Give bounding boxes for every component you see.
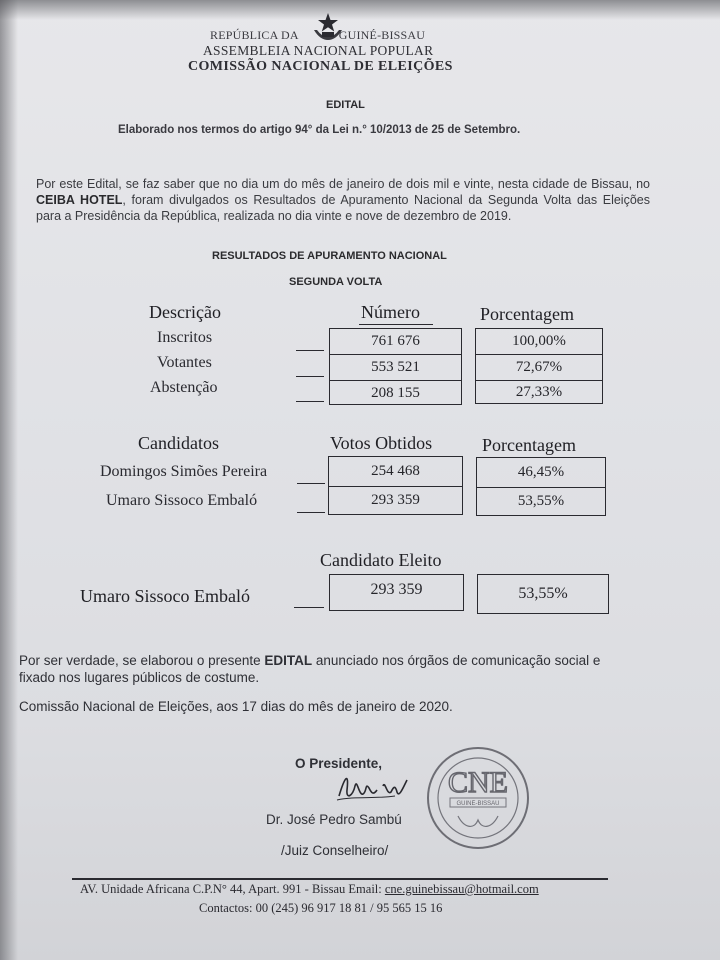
- table1-header-number: Número: [361, 302, 420, 322]
- header-assembly: ASSEMBLEIA NACIONAL POPULAR: [203, 43, 434, 58]
- table2-votes-box: [328, 456, 463, 515]
- candidate-name: Umaro Sissoco Embaló: [106, 492, 258, 509]
- dash-line: [296, 401, 324, 402]
- row-label-registered: Inscritos: [157, 329, 213, 346]
- table1-percent-box: [475, 328, 603, 404]
- dash-line: [297, 512, 325, 513]
- candidate-name: Domingos Simões Pereira: [100, 463, 268, 480]
- header-commission: COMISSÃO NACIONAL DE ELEIÇÕES: [188, 59, 453, 74]
- table2-header-percent: Porcentagem: [482, 435, 576, 455]
- dash-line: [296, 376, 324, 377]
- page-shadow-left: [0, 0, 18, 960]
- table2-percent-box: [476, 457, 606, 516]
- table1-header-percent: Porcentagem: [480, 304, 574, 324]
- closing-text-2: anunciado nos órgãos de comunicação social e: [312, 653, 601, 668]
- results-title: RESULTADOS DE APURAMENTO NACIONAL: [212, 250, 447, 262]
- elected-votes-box: 293 359: [329, 574, 464, 611]
- votes-cell: 254 468: [329, 457, 462, 487]
- percent-cell: 100,00%: [476, 329, 602, 355]
- number-cell: 761 676: [330, 329, 461, 355]
- elected-percent-box: 53,55%: [477, 574, 609, 614]
- intro-venue: CEIBA HOTEL: [36, 193, 123, 207]
- header-republic-left: REPÚBLICA DA: [210, 28, 299, 42]
- dash-line: [297, 483, 325, 484]
- page-shadow-top: [0, 0, 720, 20]
- table2-header-votes: Votos Obtidos: [330, 433, 433, 453]
- place-date: Comissão Nacional de Eleições, aos 17 dias do mês de janeiro de 2020.: [19, 699, 453, 714]
- row-label-voters: Votantes: [157, 354, 212, 371]
- legal-reference: Elaborado nos termos do artigo 94° da Lei n.° 10/2013 de 25 de Setembro.: [118, 124, 521, 136]
- closing-edital: EDITAL: [264, 653, 313, 668]
- votes-cell: 293 359: [371, 492, 420, 508]
- signatory-name: Dr. José Pedro Sambú: [266, 812, 402, 827]
- intro-text-1: Por este Edital, se faz saber que no dia um do mês de janeiro de dois mil e vinte, nesta cidade de Bissau, no: [36, 177, 650, 191]
- edital-title: EDITAL: [326, 99, 365, 111]
- number-cell: 208 155: [371, 385, 420, 401]
- national-emblem-icon: [312, 12, 344, 42]
- table1-header-number-underline: [359, 324, 433, 325]
- header-republic-right: GUINÉ-BISSAU: [338, 28, 426, 42]
- closing-text-1: Por ser verdade, se elaborou o presente: [19, 653, 265, 668]
- row-label-abstention: Abstenção: [150, 379, 218, 396]
- table1-header-description: Descrição: [149, 302, 221, 322]
- percent-cell: 72,67%: [476, 355, 602, 381]
- intro-text-2: , foram divulgados os Resultados de Apuramento Nacional da Segunda Volta das Eleições para a Presidência da República, realizada no dia vinte e nove de dezembro de 2019.: [36, 193, 650, 223]
- percent-cell: 53,55%: [517, 493, 565, 509]
- cne-stamp: [424, 744, 532, 852]
- elected-name: Umaro Sissoco Embaló: [80, 586, 250, 606]
- footer-email-link[interactable]: cne.guinebissau@hotmail.com: [384, 882, 539, 896]
- footer-address-text: AV. Unidade Africana C.P.N° 44, Apart. 991 - Bissau Email:: [80, 882, 385, 896]
- stamp-inner-text: GUINÉ-BISSAU: [456, 801, 500, 807]
- closing-line1: [19, 653, 600, 668]
- percent-cell: 27,33%: [515, 384, 563, 400]
- handwritten-signature: [335, 766, 415, 808]
- table1-number-box: [329, 328, 462, 405]
- elected-header: Candidato Eleito: [320, 550, 442, 570]
- dash-line: [296, 350, 324, 351]
- table2-header-candidates: Candidatos: [138, 433, 219, 453]
- round-title: SEGUNDA VOLTA: [289, 276, 383, 288]
- number-cell: 553 521: [330, 355, 461, 381]
- intro-paragraph: [36, 176, 650, 224]
- percent-cell: 46,45%: [477, 458, 605, 488]
- stamp-letters: CNE: [448, 766, 508, 799]
- footer-address: [80, 882, 539, 897]
- footer-divider: [72, 878, 608, 880]
- closing-line2: fixado nos lugares públicos de costume.: [19, 670, 260, 685]
- footer-contacts: Contactos: 00 (245) 96 917 18 81 / 95 565 15 16: [199, 901, 443, 915]
- dash-line: [294, 607, 324, 608]
- signatory-role: /Juiz Conselheiro/: [281, 843, 389, 858]
- signature-title: O Presidente,: [295, 756, 383, 771]
